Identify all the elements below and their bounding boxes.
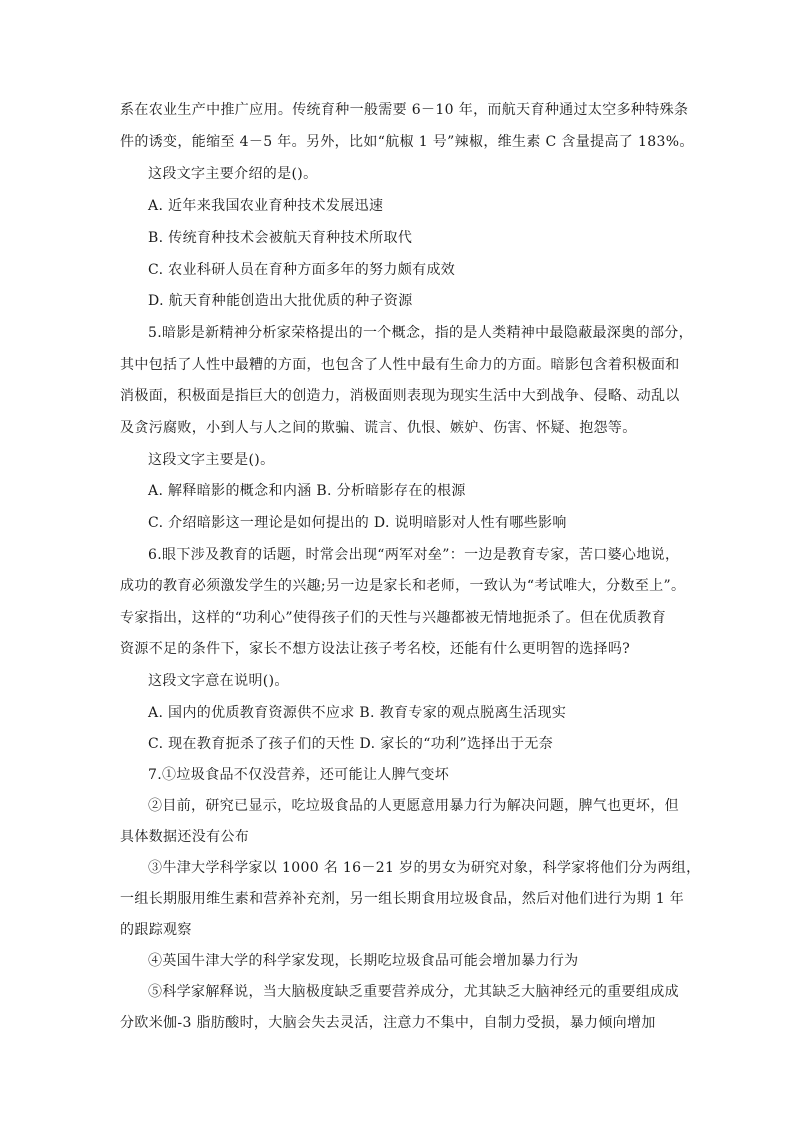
q6-question: 这段文字意在说明()。 bbox=[148, 673, 289, 689]
q4-option-c: C. 农业科研人员在育种方面多年的努力颇有成效 bbox=[148, 262, 456, 278]
q6-options-cd: C. 现在教育扼杀了孩子们的天性 D. 家长的“功利”选择出于无奈 bbox=[148, 736, 554, 752]
q7-sentence-4: ④英国牛津大学的科学家发现，长期吃垃圾食品可能会增加暴力行为 bbox=[148, 953, 579, 969]
q7-sentence-3-cont: 一组长期服用维生素和营养补充剂，另一组长期食用垃圾食品，然后对他们进行为期 1 年 bbox=[120, 891, 685, 907]
q7-sentence-3-cont: 的跟踪观察 bbox=[120, 922, 192, 938]
q5-passage-line: 其中包括了人性中最糟的方面，也包含了人性中最有生命力的方面。暗影包含着积极面和 bbox=[120, 357, 680, 373]
intro-line-1: 系在农业生产中推广应用。传统育种一般需要 6－10 年，而航天育种通过太空多种特殊条 bbox=[120, 102, 689, 118]
q6-passage-line: 6.眼下涉及教育的话题，时常会出现“两军对垒”：一边是教育专家，苦口婆心地说， bbox=[148, 547, 680, 563]
q6-passage-line: 专家指出，这样的“功利心”使得孩子们的天性与兴趣都被无情地扼杀了。但在优质教育 bbox=[120, 610, 666, 626]
q4-question: 这段文字主要介绍的是()。 bbox=[148, 166, 318, 182]
q6-passage-line: 资源不足的条件下，家长不想方设法让孩子考名校，还能有什么更明智的选择吗? bbox=[120, 641, 631, 657]
q5-question: 这段文字主要是()。 bbox=[148, 452, 275, 468]
q7-sentence-1: 7.①垃圾食品不仅没营养，还可能让人脾气变坏 bbox=[148, 767, 450, 783]
q7-sentence-5-cont: 分欧米伽-3 脂肪酸时，大脑会失去灵活，注意力不集中，自制力受损，暴力倾向增加 bbox=[120, 1015, 656, 1031]
q5-options-ab: A. 解释暗影的概念和内涵 B. 分析暗影存在的根源 bbox=[148, 483, 466, 499]
q7-sentence-2: ②目前，研究已显示，吃垃圾食品的人更愿意用暴力行为解决问题，脾气也更坏，但 bbox=[148, 798, 679, 814]
q5-options-cd: C. 介绍暗影这一理论是如何提出的 D. 说明暗影对人性有哪些影响 bbox=[148, 515, 567, 531]
q5-passage-line: 消极面，积极面是指巨大的创造力，消极面则表现为现实生活中大到战争、侵略、动乱以 bbox=[120, 388, 680, 404]
q4-option-a: A. 近年来我国农业育种技术发展迅速 bbox=[148, 198, 384, 214]
q7-sentence-3: ③牛津大学科学家以 1000 名 16－21 岁的男女为研究对象，科学家将他们分为两组， bbox=[148, 860, 701, 876]
q4-option-b: B. 传统育种技术会被航天育种技术所取代 bbox=[148, 230, 413, 246]
q5-passage-line: 5.暗影是新精神分析家荣格提出的一个概念，指的是人类精神中最隐蔽最深奥的部分， bbox=[148, 325, 694, 341]
intro-line-2: 件的诱变，能缩至 4－5 年。另外，比如“航椒 1 号”辣椒，维生素 C 含量提高了 183%。 bbox=[120, 134, 694, 150]
q5-passage-line: 及贪污腐败，小到人与人之间的欺骗、谎言、仇恨、嫉妒、伤害、怀疑、抱怨等。 bbox=[120, 420, 637, 436]
q6-passage-line: 成功的教育必须激发学生的兴趣;另一边是家长和老师，一致认为“考试唯大，分数至上”。 bbox=[120, 578, 686, 594]
q7-sentence-5: ⑤科学家解释说，当大脑极度缺乏重要营养成分，尤其缺乏大脑神经元的重要组成成 bbox=[148, 984, 679, 1000]
q7-sentence-2-cont: 具体数据还没有公布 bbox=[120, 829, 250, 845]
q4-option-d: D. 航天育种能创造出大批优质的种子资源 bbox=[148, 293, 413, 309]
q6-options-ab: A. 国内的优质教育资源供不应求 B. 教育专家的观点脱离生活现实 bbox=[148, 705, 567, 721]
